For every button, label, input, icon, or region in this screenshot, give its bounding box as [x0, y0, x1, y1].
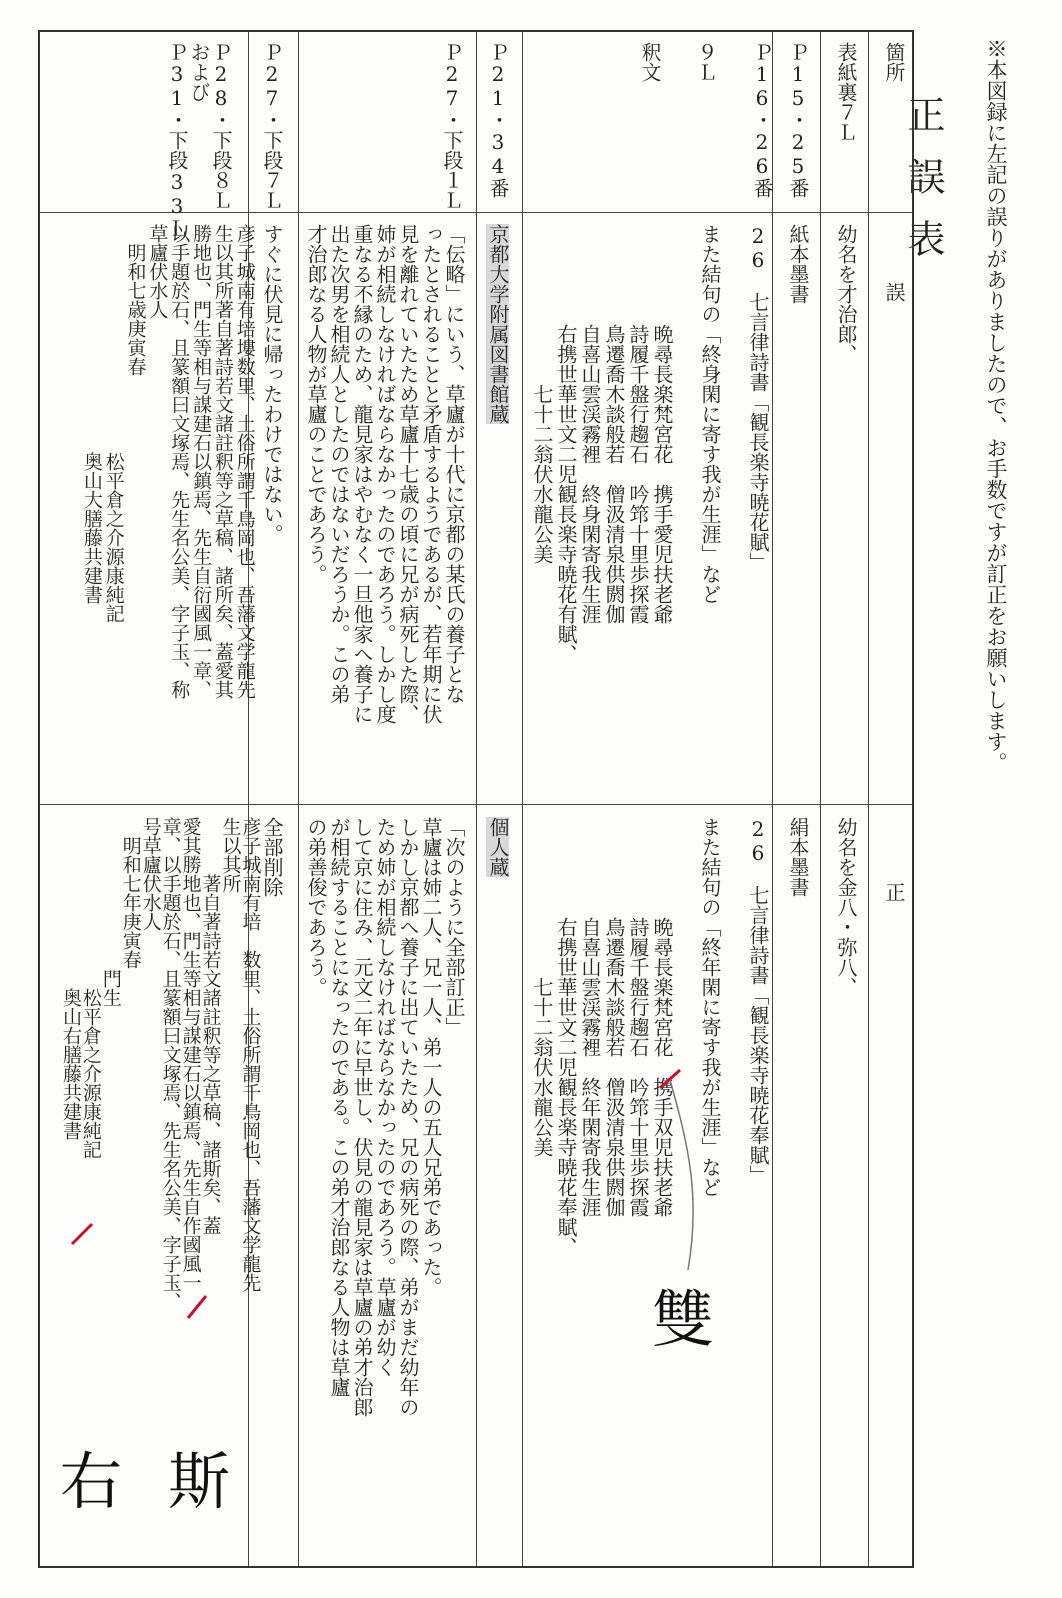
notice-text: ※本図録に左記の誤りがありましたので、お手数ですが訂正をお願いします。 — [984, 38, 1008, 773]
row7-location: Ｐ28・下段８Ｌ および Ｐ31・下段33Ｌ — [165, 42, 233, 238]
row2-error: 紙本墨書 — [786, 224, 810, 304]
page-title: 正誤表 — [901, 95, 945, 281]
row5-correct: 「次のように全部訂正」 草廬は姉二人、兄一人、弟一人の五人兄弟であった。 しかし京都へ養子に出ていたため、兄の病死の際、弟がまだ幼年の ため姉が相続しなければならなかったのであろう。草廬が幼く して京に住み、元文二年に早世し、伏見の龍見家は草廬の弟才治郎 が相続することになったのである。この弟才治郎なる人物は草廬 の弟善俊であろう。 — [304, 817, 466, 1417]
row3-error: 26 七言律詩書「観長楽寺暁花賦」 また結句の「終身閑に寄す我が生涯」など 晩尋長楽梵宮花 携手愛児扶老爺 詩履千盤行趨石 吟筇十里歩探霞 鳥遷喬木談般若 僧汲清泉供閼伽 自喜山雲渓霧裡 終身閑寄我生涯 右携世華世文二児観長楽寺暁花有賦、 七十二翁伏水龍公美 — [530, 224, 770, 664]
row1-location: 表紙裏７Ｌ — [834, 42, 858, 142]
row2-location: Ｐ15・25番 — [786, 42, 810, 198]
correction-label-2: 右 — [60, 1445, 123, 1518]
row7-error: 彦子城南有培塿数里、土俗所謂千鳥岡也、吾藩文学龍先 生以其所著自著詩若文諸註釈等之草稿、諸所矣、蓋愛其 勝地也、門生等相与謀建石以鎮焉、先生自衍國風一章、 以手題於石、且篆額曰文塚焉、先生名公美、字子玉、称 草廬伏水人 明和七歳庚寅春 松平倉之介源康純記 奥山大膳藤共建書 — [80, 224, 256, 699]
row3-correct: 26 七言律詩書「観長楽寺暁花奉賦」 また結句の「終年閑に寄す我が生涯」など 晩尋長楽梵宮花 携手双児扶老爺 詩履千盤行趨石 吟筇十里歩探霞 鳥遷喬木談般若 僧汲清泉供閼伽 自喜山雲渓霧裡 終年閑寄我生涯 右携世華世文二児観長楽寺暁花奉賦、 七十二翁伏水龍公美 — [530, 817, 770, 1257]
row6-location: Ｐ27・下段７Ｌ — [260, 42, 284, 210]
header-correct: 正 — [882, 882, 906, 902]
row6-correct: 全部削除 — [260, 817, 284, 897]
row1-error: 幼名を才治郎、 — [834, 224, 858, 364]
correction-mark — [188, 1296, 206, 1318]
correction-label-1: 雙 — [652, 1283, 715, 1356]
correction-mark — [72, 1224, 92, 1244]
row4-correct: 個人蔵 — [486, 817, 510, 877]
row5-location: Ｐ27・下段１Ｌ — [440, 42, 464, 210]
header-location: 箇所 — [882, 42, 906, 82]
row5-error: 「伝略」にいう、草廬が十代に京都の某氏の養子とな ったとされることと矛盾するようであるが、若年期に伏 見を離れていたため草廬十七歳の頃に兄が病死した際、 姉が相続しなければならなかったのであろう。しかし度 重なる不縁のため、龍見家はやむなく一旦他家へ養子に 出た次男を相続人としたのではないだろうか。この弟 才治郎なる人物が草廬のことであろう。 — [304, 224, 466, 724]
row7-correct: 彦子城南有培 数里、土俗所謂千鳥岡也、吾藩文学龍先 生以其所 著自著詩若文諸註釈等之草稿、諸斯矣、蓋 愛其勝地也、門生等相与謀建石以鎮焉、先生自作國風一 章、以手題於石、且篆額曰文塚焉、先生名公美、字子玉、 号草廬伏水人 明和七年庚寅春 門生 松平倉之介源康純記 奥山右膳藤共建書 — [59, 817, 262, 1311]
leader-line — [670, 1080, 693, 1270]
row2-correct: 絹本墨書 — [786, 817, 810, 897]
row4-location: Ｐ21・34番 — [486, 42, 510, 198]
header-error: 誤 — [882, 282, 906, 302]
row3-location: Ｐ16・26番 ９Ｌ 釈文 — [638, 42, 774, 198]
correction-mark — [660, 1070, 680, 1088]
row6-error: すぐに伏見に帰ったわけではない。 — [260, 224, 284, 544]
row4-error: 京都大学附属図書館蔵 — [486, 224, 510, 424]
correction-label-3: 斯 — [168, 1445, 231, 1518]
row1-correct: 幼名を金八・弥八、 — [834, 817, 858, 997]
